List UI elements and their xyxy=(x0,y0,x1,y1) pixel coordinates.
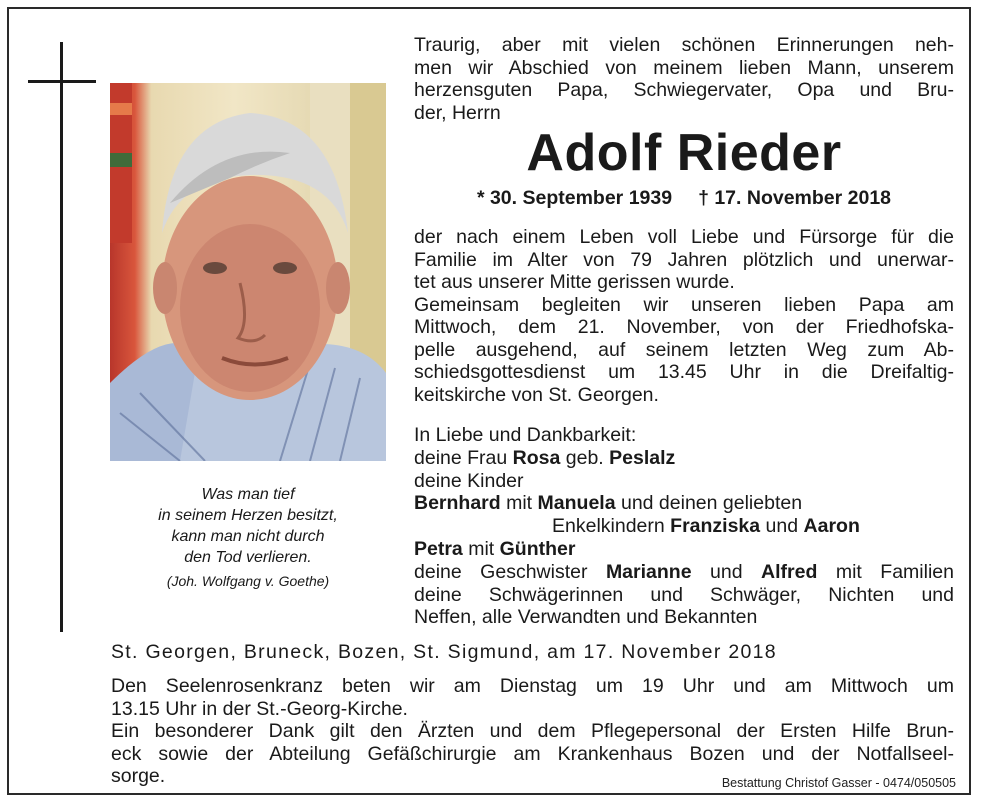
portrait-photo xyxy=(110,83,386,461)
deceased-name: Adolf Rieder xyxy=(526,124,842,182)
quote-line: Was man tief xyxy=(201,486,295,503)
quote-line: in seinem Herzen besitzt, xyxy=(158,507,338,524)
siblings-prefix: deine Geschwister xyxy=(414,560,588,583)
intro-line: men wir Abschied von meinem lieben Mann, unserem xyxy=(414,56,954,79)
intro-text xyxy=(414,34,954,124)
family-inlaws: deine Schwägerinnen und Schwäger, Nichten und xyxy=(414,583,954,606)
child-name: Petra xyxy=(414,537,463,560)
family-child-1 xyxy=(414,492,954,515)
cross-icon-bar xyxy=(28,80,96,83)
undertaker-credit: Bestattung Christof Gasser - 0474/050505 xyxy=(721,776,956,790)
children-label: deine Kinder xyxy=(414,469,524,492)
body-line: tet aus unserer Mitte gerissen wurde. xyxy=(414,271,735,293)
grand-text: und deinen geliebten xyxy=(620,492,803,515)
intro-line: der, Herrn xyxy=(414,101,501,124)
sibling-name: Alfred xyxy=(761,560,818,583)
body-line: keitskirche von St. Georgen. xyxy=(414,383,659,406)
partner-name: Manuela xyxy=(537,492,616,515)
intro-line: Traurig, aber mit vielen schönen Erinnerungen neh- xyxy=(414,34,954,56)
body-line: Familie im Alter von 79 Jahren plötzlich und unerwar- xyxy=(414,248,954,271)
quote-line: den Tod verlieren. xyxy=(184,549,312,566)
thanks-line: sorge. xyxy=(111,765,166,787)
grand-label: Enkelkindern xyxy=(552,515,665,538)
body-line: pelle ausgehend, auf seinem letzten Weg zum Ab- xyxy=(414,338,954,361)
family-siblings xyxy=(414,561,954,584)
grandchild-name: Aaron xyxy=(803,515,860,538)
family-wife xyxy=(414,447,954,470)
body-line: Mittwoch, dem 21. November, von der Friedhofska- xyxy=(414,316,954,338)
goethe-quote xyxy=(110,484,386,592)
sibling-name: Marianne xyxy=(605,560,692,583)
und-text: und xyxy=(710,560,743,583)
wife-prefix: deine Frau xyxy=(414,446,508,469)
life-dates xyxy=(414,186,954,210)
und-text: und xyxy=(765,515,799,538)
family-relatives: Neffen, alle Verwandten und Bekannten xyxy=(414,606,758,629)
family-list xyxy=(414,424,954,629)
quote-author: (Joh. Wolfgang v. Goethe) xyxy=(166,573,330,589)
death-date: † 17. November 2018 xyxy=(698,187,892,209)
birth-date: * 30. September 1939 xyxy=(476,187,673,209)
rosary-line: Den Seelenrosenkranz beten wir am Dienstag um 19 Uhr und am Mittwoch um xyxy=(111,675,954,697)
mit-text: mit xyxy=(506,492,533,515)
family-heading: In Liebe und Dankbarkeit: xyxy=(414,424,637,446)
grandchild-name: Franziska xyxy=(670,515,761,538)
body-text xyxy=(414,226,954,406)
rosary-line: 13.15 Uhr in der St.-Georg-Kirche. xyxy=(111,697,408,720)
family-child-2 xyxy=(414,538,954,561)
siblings-suffix: mit Familien xyxy=(835,560,954,583)
wife-name: Rosa xyxy=(512,446,561,469)
body-line: der nach einem Leben voll Liebe und Fürsorge für die xyxy=(414,226,954,248)
mit-text: mit xyxy=(468,537,495,560)
partner-name: Günther xyxy=(499,537,576,560)
rosary-notice xyxy=(111,675,954,720)
body-line: schiedsgottesdienst um 13.45 Uhr in die Dreifaltig- xyxy=(414,361,954,383)
family-grandchildren xyxy=(414,515,954,538)
quote-line: kann man nicht durch xyxy=(171,528,325,545)
cross-icon xyxy=(60,42,63,632)
place-date: St. Georgen, Bruneck, Bozen, St. Sigmund, am 17. November 2018 xyxy=(111,641,777,663)
wife-geb: geb. xyxy=(565,446,604,469)
wife-maiden-name: Peslalz xyxy=(609,446,676,469)
body-line: Gemeinsam begleiten wir unseren lieben Papa am xyxy=(414,293,954,316)
child-name: Bernhard xyxy=(414,492,501,515)
thanks-line: Ein besonderer Dank gilt den Ärzten und dem Pflegepersonal der Ersten Hilfe Brun- xyxy=(111,720,954,742)
intro-line: herzensguten Papa, Schwiegervater, Opa und Bru- xyxy=(414,79,954,101)
thanks-line: eck sowie der Abteilung Gefäßchirurgie am Krankenhaus Bozen und der Notfallseel- xyxy=(111,742,954,765)
